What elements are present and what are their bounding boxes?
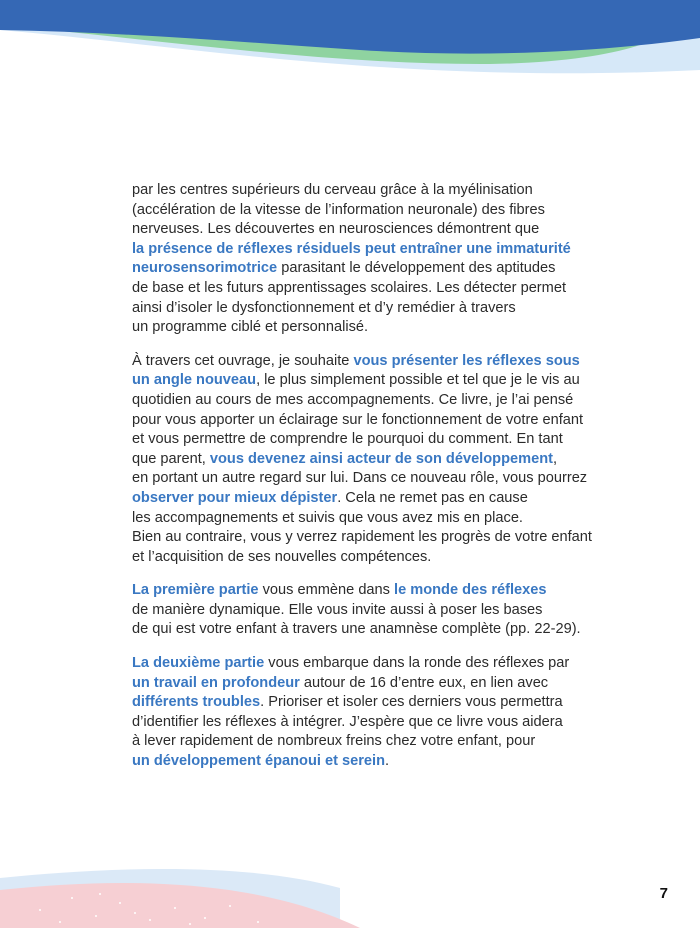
text-segment: nerveuses. Les découvertes en neurosciences démontrent que xyxy=(132,221,540,238)
text-segment: . Cela ne remet pas en cause xyxy=(337,489,528,506)
highlighted-phrase: La deuxième partie xyxy=(132,655,265,672)
text-line xyxy=(132,601,572,621)
text-line xyxy=(132,654,572,674)
text-line xyxy=(132,489,572,509)
text-line xyxy=(132,299,572,319)
text-line xyxy=(132,318,572,338)
text-segment: . xyxy=(385,753,390,770)
text-line xyxy=(132,391,572,411)
text-line xyxy=(132,430,572,450)
blue-wave xyxy=(0,0,700,54)
highlighted-phrase: vous devenez ainsi acteur de son développement xyxy=(209,450,553,467)
paragraph-intro xyxy=(132,181,572,338)
highlighted-phrase: le monde des réflexes xyxy=(394,582,547,599)
text-segment: À travers cet ouvrage, je souhaite xyxy=(132,352,354,369)
highlighted-phrase: observer pour mieux dépister xyxy=(132,489,338,506)
highlighted-phrase: La première partie xyxy=(132,582,259,599)
text-line xyxy=(132,279,572,299)
text-segment: les accompagnements et suivis que vous avez mis en place. xyxy=(132,509,523,526)
text-segment: que parent, xyxy=(132,450,210,467)
text-segment: parasitant le développement des aptitudes xyxy=(277,260,556,277)
text-line xyxy=(132,220,572,240)
text-line xyxy=(132,450,572,470)
text-segment: de manière dynamique. Elle vous invite aussi à poser les bases xyxy=(132,601,543,618)
text-line xyxy=(132,713,572,733)
text-line xyxy=(132,548,572,568)
text-line xyxy=(132,581,572,601)
text-line xyxy=(132,259,572,279)
body-text xyxy=(132,181,592,786)
highlighted-phrase: un angle nouveau xyxy=(132,372,257,389)
text-segment: et vous permettre de comprendre le pourquoi du comment. En tant xyxy=(132,431,563,448)
text-segment: d’identifier les réflexes à intégrer. J’espère que ce livre vous aidera xyxy=(132,713,563,730)
highlighted-phrase: différents troubles xyxy=(132,694,261,711)
paragraph-first-part xyxy=(132,581,581,640)
text-segment: et l’acquisition de ses nouvelles compétences. xyxy=(132,548,432,565)
text-line xyxy=(132,240,572,260)
paragraph-second-part xyxy=(132,654,572,772)
text-segment: de qui est votre enfant à travers une anamnèse complète (pp. 22-29). xyxy=(132,621,581,638)
text-line xyxy=(132,509,572,529)
text-segment: Bien au contraire, vous y verrez rapidement les progrès de votre enfant xyxy=(132,529,592,546)
text-segment: pour vous apporter un éclairage sur le fonctionnement de votre enfant xyxy=(132,411,584,428)
text-segment: , xyxy=(552,450,558,467)
text-segment: quotidien au cours de mes accompagnements. Ce livre, je l’ai pensé xyxy=(132,391,574,408)
text-line xyxy=(132,411,584,431)
text-segment: un programme ciblé et personnalisé. xyxy=(132,319,369,336)
top-wave-decoration xyxy=(0,0,700,90)
text-segment: autour de 16 d’entre eux, en lien avec xyxy=(299,674,549,691)
text-segment: à lever rapidement de nombreux freins chez votre enfant, pour xyxy=(132,733,536,750)
text-line xyxy=(132,181,572,201)
highlighted-phrase: un travail en profondeur xyxy=(132,674,300,691)
text-segment: (accélération de la vitesse de l’information neuronale) des fibres xyxy=(132,201,545,218)
text-segment: vous emmène dans xyxy=(258,582,395,599)
highlighted-phrase: la présence de réflexes résiduels peut entraîner une immaturité xyxy=(132,240,571,257)
text-line xyxy=(132,201,572,221)
text-line xyxy=(132,469,588,489)
text-segment: vous embarque dans la ronde des réflexes par xyxy=(264,655,570,672)
text-segment: par les centres supérieurs du cerveau grâce à la myélinisation xyxy=(132,182,533,198)
text-line xyxy=(132,752,572,772)
highlighted-phrase: neurosensorimotrice xyxy=(132,260,278,277)
highlighted-phrase: un développement épanoui et serein xyxy=(132,753,386,770)
text-line xyxy=(132,352,580,372)
page-number: 7 xyxy=(659,885,668,902)
text-segment: en portant un autre regard sur lui. Dans ce nouveau rôle, vous pourrez xyxy=(132,470,588,487)
text-line xyxy=(132,693,572,713)
text-segment: . Prioriser et isoler ces derniers vous permettra xyxy=(260,694,563,711)
text-line xyxy=(132,732,572,752)
text-segment: ainsi d’isoler le dysfonctionnement et d’y remédier à travers xyxy=(132,299,516,316)
text-segment: de base et les futurs apprentissages scolaires. Les détecter permet xyxy=(132,279,566,296)
highlighted-phrase: vous présenter les réflexes sous xyxy=(353,352,580,369)
paragraph-book-purpose xyxy=(132,352,592,568)
text-line xyxy=(132,674,572,694)
text-segment: , le plus simplement possible et tel que je le vis au xyxy=(256,372,580,389)
text-line xyxy=(132,528,592,548)
text-line xyxy=(132,620,581,640)
text-line xyxy=(132,371,580,391)
bottom-wave-decoration xyxy=(0,858,700,928)
